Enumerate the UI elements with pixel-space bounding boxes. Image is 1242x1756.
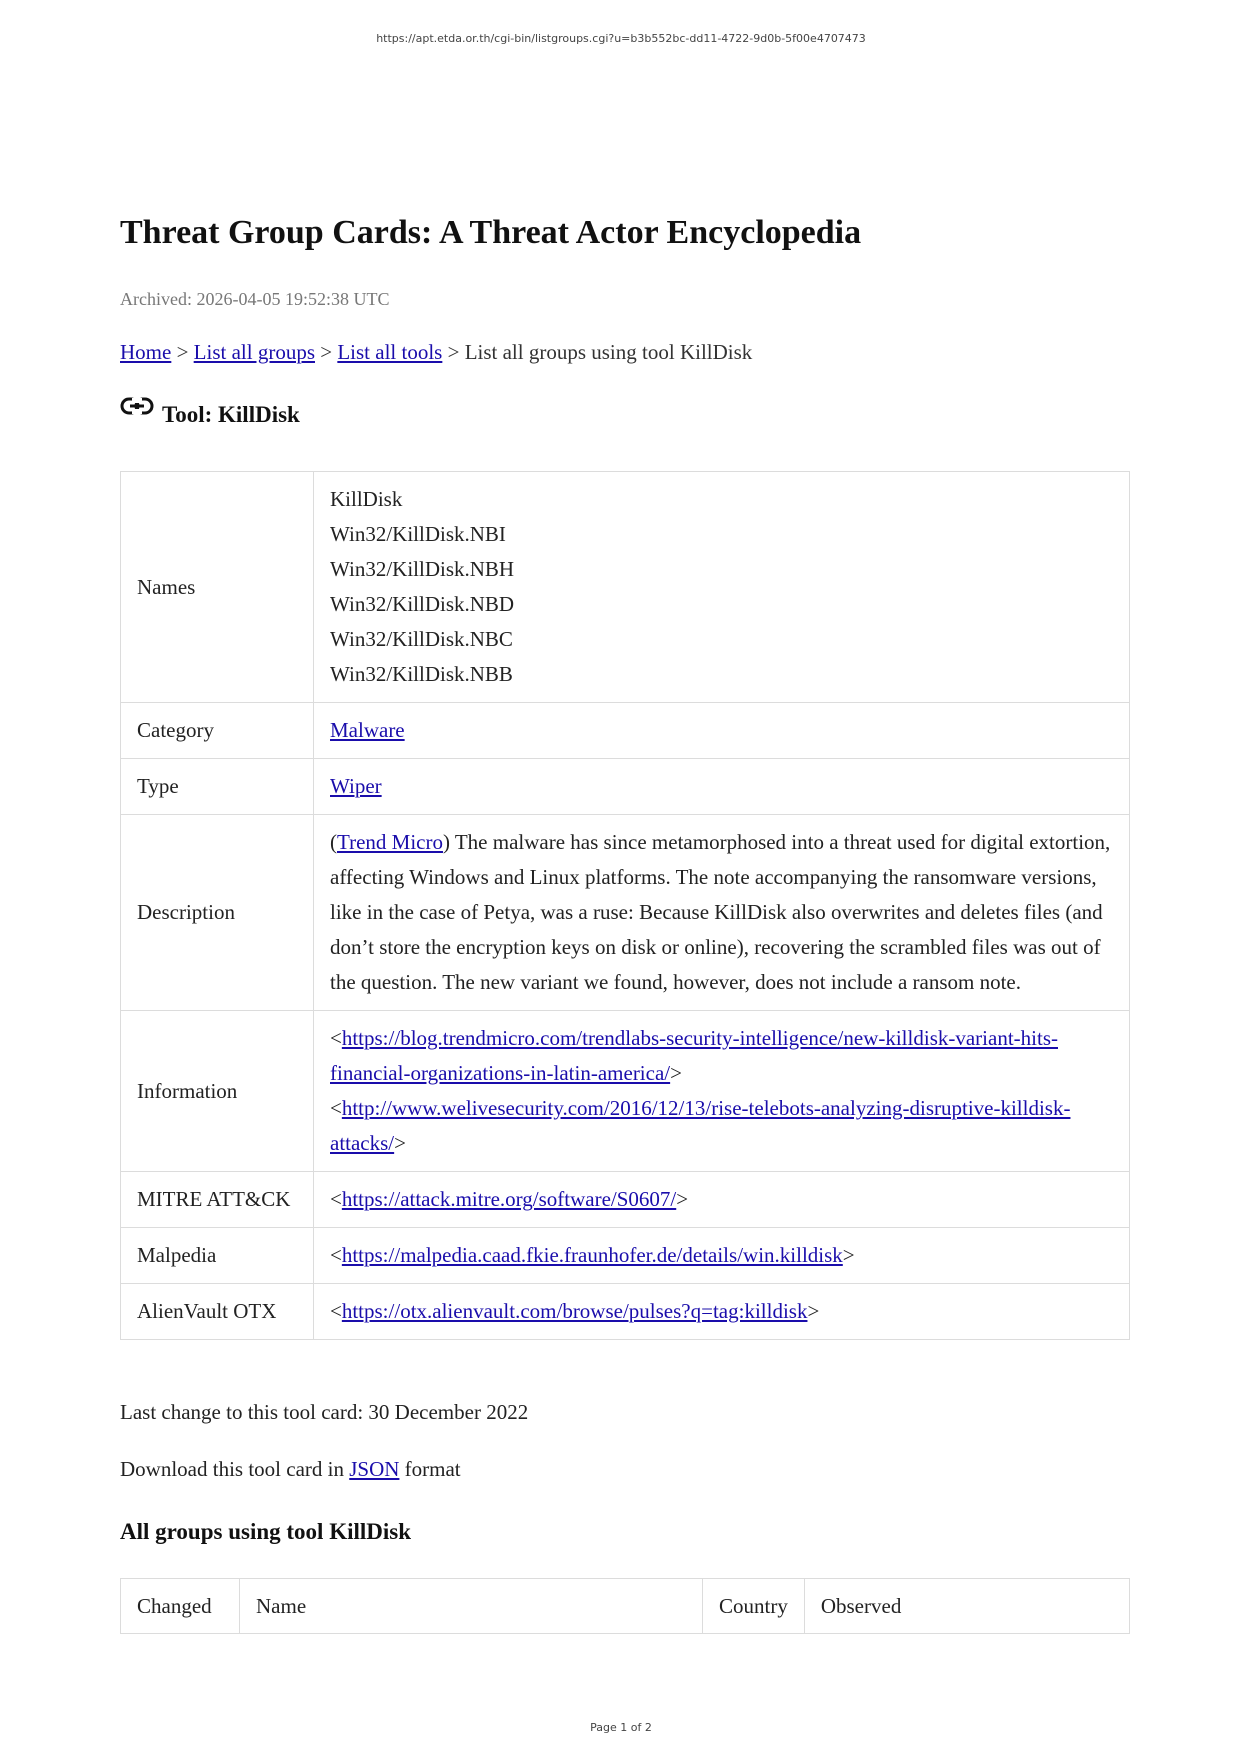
type-value bbox=[314, 759, 1130, 815]
breadcrumb-current: List all groups using tool KillDisk bbox=[464, 340, 753, 364]
page-url-header: https://apt.etda.or.th/cgi-bin/listgroups.cgi?u=b3b552bc-dd11-4722-9d0b-5f00e4707473 bbox=[376, 32, 866, 45]
name-item: Win32/KillDisk.NBH bbox=[330, 557, 515, 581]
information-item bbox=[330, 1091, 1113, 1161]
json-download-link[interactable]: JSON bbox=[349, 1457, 400, 1481]
angle-open: < bbox=[330, 1243, 342, 1267]
table-header-row bbox=[121, 1579, 1130, 1634]
angle-close: > bbox=[670, 1061, 682, 1085]
category-link[interactable]: Malware bbox=[330, 718, 405, 742]
description-text: ) The malware has since metamorphosed into a threat used for digital extortion, affecting Windows and Linux platforms. The note accompanying the ransomware versions, like in the case of Petya, was a ruse: Because KillDisk also overwrites and deletes files (and don’t store the encryption keys on disk or online), recovering the scrambled files was out of the question. The new variant we found, however, does not include a ransom note. bbox=[330, 830, 1111, 994]
column-header-country[interactable]: Country bbox=[703, 1579, 805, 1634]
information-value bbox=[314, 1011, 1130, 1172]
column-header-changed[interactable]: Changed bbox=[121, 1579, 240, 1634]
breadcrumb-list-tools-link[interactable]: List all tools bbox=[337, 340, 443, 364]
tool-heading bbox=[120, 402, 300, 428]
column-header-observed[interactable]: Observed bbox=[804, 1579, 1129, 1634]
information-link[interactable]: https://blog.trendmicro.com/trendlabs-security-intelligence/new-killdisk-variant-hits-financial-organizations-in-latin-america/ bbox=[330, 1026, 1058, 1085]
download-prefix: Download this tool card in bbox=[120, 1457, 350, 1481]
type-link[interactable]: Wiper bbox=[330, 774, 382, 798]
malpedia-label: Malpedia bbox=[121, 1228, 314, 1284]
breadcrumb-separator: > bbox=[447, 340, 460, 364]
table-row bbox=[121, 1228, 1130, 1284]
table-row bbox=[121, 815, 1130, 1011]
breadcrumb-list-groups-link[interactable]: List all groups bbox=[193, 340, 315, 364]
names-value bbox=[314, 472, 1130, 703]
description-label: Description bbox=[121, 815, 314, 1011]
name-item: Win32/KillDisk.NBB bbox=[330, 662, 513, 686]
table-row bbox=[121, 703, 1130, 759]
otx-link[interactable]: https://otx.alienvault.com/browse/pulses?q=tag:killdisk bbox=[341, 1299, 808, 1323]
angle-open: < bbox=[330, 1096, 342, 1120]
link-icon bbox=[120, 396, 154, 418]
names-label: Names bbox=[121, 472, 314, 703]
groups-table bbox=[120, 1578, 1130, 1634]
malpedia-value bbox=[314, 1228, 1130, 1284]
information-item bbox=[330, 1021, 1113, 1091]
download-suffix: format bbox=[399, 1457, 461, 1481]
otx-label: AlienVault OTX bbox=[121, 1284, 314, 1340]
mitre-value bbox=[314, 1172, 1130, 1228]
information-label: Information bbox=[121, 1011, 314, 1172]
groups-heading: All groups using tool KillDisk bbox=[120, 1519, 411, 1544]
breadcrumb-separator: > bbox=[320, 340, 333, 364]
angle-open: < bbox=[330, 1187, 342, 1211]
angle-close: > bbox=[807, 1299, 820, 1323]
type-label: Type bbox=[121, 759, 314, 815]
table-row bbox=[121, 1284, 1130, 1340]
mitre-label: MITRE ATT&CK bbox=[121, 1172, 314, 1228]
angle-open: < bbox=[330, 1026, 342, 1050]
table-row bbox=[121, 472, 1130, 703]
description-open-paren: ( bbox=[330, 830, 337, 854]
description-source-link[interactable]: Trend Micro bbox=[337, 830, 443, 854]
malpedia-link[interactable]: https://malpedia.caad.fkie.fraunhofer.de/details/win.killdisk bbox=[341, 1243, 843, 1267]
angle-close: > bbox=[676, 1187, 689, 1211]
mitre-link[interactable]: https://attack.mitre.org/software/S0607/ bbox=[341, 1187, 677, 1211]
name-item: KillDisk bbox=[330, 487, 403, 511]
angle-close: > bbox=[842, 1243, 855, 1267]
tool-info-table bbox=[120, 471, 1130, 1340]
otx-value bbox=[314, 1284, 1130, 1340]
angle-open: < bbox=[330, 1299, 342, 1323]
breadcrumb-separator: > bbox=[176, 340, 189, 364]
page-number: Page 1 of 2 bbox=[590, 1721, 652, 1734]
name-item: Win32/KillDisk.NBC bbox=[330, 627, 513, 651]
table-row bbox=[121, 759, 1130, 815]
information-link[interactable]: http://www.welivesecurity.com/2016/12/13/rise-telebots-analyzing-disruptive-killdisk-attacks/ bbox=[330, 1096, 1071, 1155]
table-row bbox=[121, 1011, 1130, 1172]
breadcrumb bbox=[120, 340, 752, 365]
description-value bbox=[314, 815, 1130, 1011]
column-header-name[interactable]: Name bbox=[240, 1579, 703, 1634]
page-title: Threat Group Cards: A Threat Actor Encyclopedia bbox=[120, 214, 862, 251]
name-item: Win32/KillDisk.NBI bbox=[330, 522, 506, 546]
breadcrumb-home-link[interactable]: Home bbox=[120, 340, 172, 364]
tool-heading-text: Tool: KillDisk bbox=[162, 402, 300, 427]
name-item: Win32/KillDisk.NBD bbox=[330, 592, 515, 616]
angle-close: > bbox=[394, 1131, 406, 1155]
download-line bbox=[120, 1457, 461, 1482]
table-row bbox=[121, 1172, 1130, 1228]
last-change-text: Last change to this tool card: 30 December 2022 bbox=[120, 1400, 529, 1424]
category-label: Category bbox=[121, 703, 314, 759]
category-value bbox=[314, 703, 1130, 759]
archived-timestamp: Archived: 2026-04-05 19:52:38 UTC bbox=[120, 289, 390, 309]
